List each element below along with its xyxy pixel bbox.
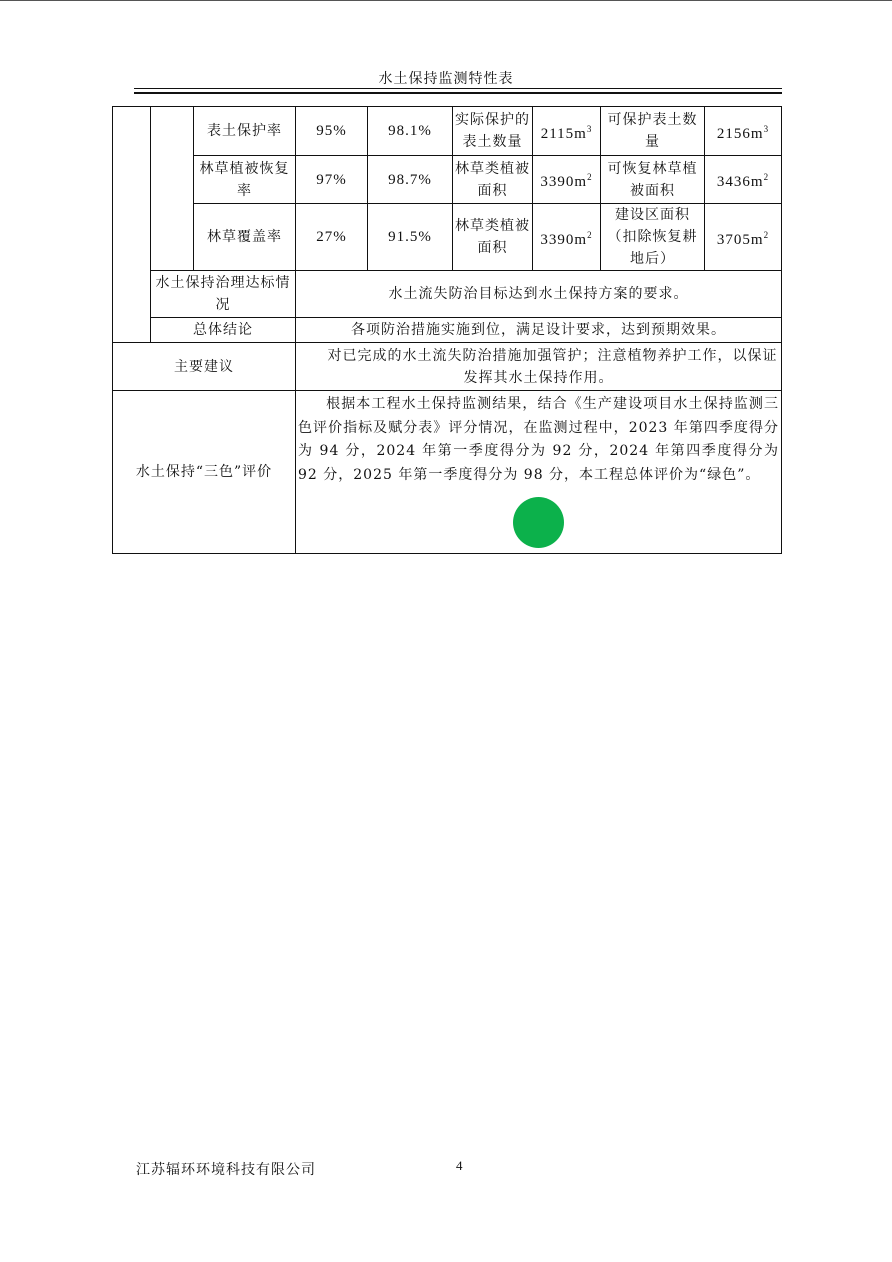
governance-value: 水土流失防治目标达到水土保持方案的要求。 bbox=[296, 271, 782, 318]
metric-achieved: 91.5% bbox=[368, 204, 453, 271]
base-label: 可恢复林草植被面积 bbox=[601, 156, 705, 204]
table-row bbox=[113, 156, 782, 204]
measured-value: $2115m^3$ bbox=[533, 107, 601, 156]
blank-subgroup-cell bbox=[151, 107, 194, 271]
green-rating-indicator bbox=[513, 497, 564, 548]
rating-value: 根据本工程水土保持监测结果，结合《生产建设项目水土保持监测三色评价指标及赋分表》评分情况，在监测过程中，2023 年第四季度得分为 94 分，2024 年第一季度得分为 92 分，2024 年第四季度得分为 92 分，2025 年第一季度得分为 98 分，本工程总体评价为“绿色”。 bbox=[298, 396, 779, 483]
rating-label: 水土保持“三色”评价 bbox=[113, 391, 296, 554]
metric-achieved: 98.1% bbox=[368, 107, 453, 156]
measured-label: 林草类植被面积 bbox=[453, 156, 533, 204]
header-rule-thick bbox=[134, 92, 782, 94]
monitoring-characteristics-table bbox=[112, 106, 782, 554]
suggestion-value: 对已完成的水土流失防治措施加强管护；注意植物养护工作，以保证发挥其水土保持作用。 bbox=[296, 343, 782, 391]
rating-cell bbox=[296, 391, 782, 554]
page-top-border bbox=[0, 0, 892, 1]
base-label: 可保护表土数量 bbox=[601, 107, 705, 156]
footer-company: 江苏辐环环境科技有限公司 bbox=[136, 1162, 316, 1178]
table-row bbox=[113, 343, 782, 391]
conclusion-value: 各项防治措施实施到位，满足设计要求，达到预期效果。 bbox=[296, 318, 782, 343]
metric-name: 林草覆盖率 bbox=[194, 204, 296, 271]
conclusion-label: 总体结论 bbox=[151, 318, 296, 343]
page-number: 4 bbox=[456, 1158, 463, 1173]
metric-name: 林草植被恢复率 bbox=[194, 156, 296, 204]
table-row bbox=[113, 318, 782, 343]
table-row bbox=[113, 271, 782, 318]
measured-value: $3390m^2$ bbox=[533, 204, 601, 271]
table-row bbox=[113, 107, 782, 156]
base-label: 建设区面积（扣除恢复耕地后） bbox=[601, 204, 705, 271]
metric-name: 表土保护率 bbox=[194, 107, 296, 156]
governance-label: 水土保持治理达标情况 bbox=[151, 271, 296, 318]
base-value: $2156m^3$ bbox=[705, 107, 782, 156]
table-row bbox=[113, 204, 782, 271]
page-header-title: 水土保持监测特性表 bbox=[378, 71, 514, 87]
blank-group-cell bbox=[113, 107, 151, 343]
base-value: $3705m^2$ bbox=[705, 204, 782, 271]
measured-label: 实际保护的表土数量 bbox=[453, 107, 533, 156]
measured-value: $3390m^2$ bbox=[533, 156, 601, 204]
base-value: $3436m^2$ bbox=[705, 156, 782, 204]
metric-target: 97% bbox=[296, 156, 368, 204]
metric-achieved: 98.7% bbox=[368, 156, 453, 204]
table-row bbox=[113, 391, 782, 554]
measured-label: 林草类植被面积 bbox=[453, 204, 533, 271]
header-rule-thin bbox=[134, 88, 782, 89]
metric-target: 95% bbox=[296, 107, 368, 156]
metric-target: 27% bbox=[296, 204, 368, 271]
suggestion-label: 主要建议 bbox=[113, 343, 296, 391]
